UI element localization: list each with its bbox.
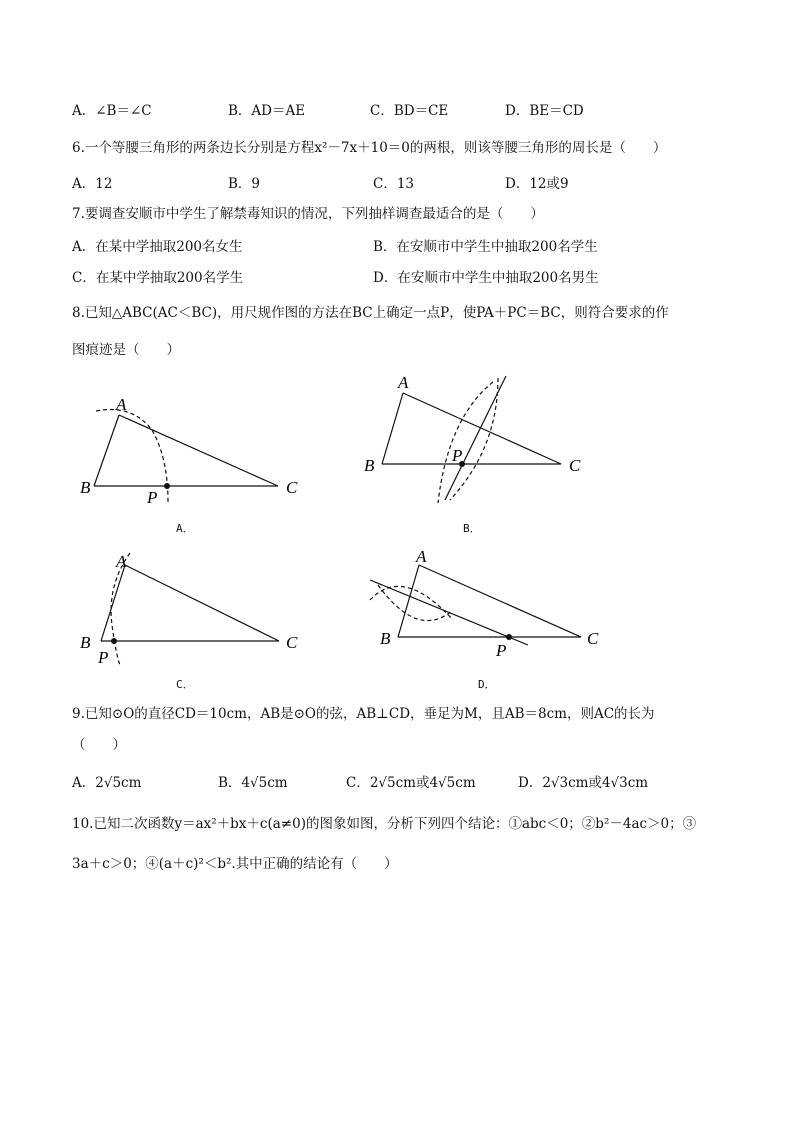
segment-ab xyxy=(382,393,403,464)
label-c: C xyxy=(569,456,581,475)
q8-stem-line2: 图痕迹是（ ） xyxy=(72,342,180,358)
figure-d xyxy=(358,545,618,670)
figure-b xyxy=(358,368,618,508)
construction-arc-left xyxy=(438,382,493,503)
q9-option-a: A．2√5cm xyxy=(72,775,142,791)
label-b: B xyxy=(80,633,91,652)
figure-b-caption: B． xyxy=(463,522,481,535)
label-b: B xyxy=(380,629,391,648)
q10-stem-line2: 3a＋c＞0；④(a＋c)²＜b².其中正确的结论有（ ） xyxy=(72,856,398,872)
label-c: C xyxy=(286,478,298,497)
segment-ab xyxy=(94,415,119,486)
q9-stem-line1: 9.已知⊙O的直径CD＝10cm，AB是⊙O的弦，AB⊥CD，垂足为M，且AB＝8cm，则AC的长为 xyxy=(72,706,655,722)
q7-option-d: D．在安顺市中学生中抽取200名男生 xyxy=(373,270,599,286)
q6-stem: 6.一个等腰三角形的两条边长分别是方程x²－7x＋10＝0的两根，则该等腰三角形的周长是（ ） xyxy=(72,140,667,156)
figure-c xyxy=(72,545,312,670)
q5-option-b: B．AD＝AE xyxy=(228,103,306,119)
segment-ac xyxy=(119,415,278,486)
q6-option-c: C．13 xyxy=(373,176,415,192)
label-a: A xyxy=(416,547,427,566)
segment-ab xyxy=(398,565,419,637)
label-p: P xyxy=(452,446,463,465)
label-c: C xyxy=(286,633,298,652)
q8-stem-line1: 8.已知△ABC(AC＜BC)，用尺规作图的方法在BC上确定一点P，使PA＋PC＝BC，则符合要求的作 xyxy=(72,305,669,321)
label-a: A xyxy=(116,552,127,571)
label-p: P xyxy=(147,488,158,507)
point-p xyxy=(506,634,512,640)
figure-d-caption: D． xyxy=(478,678,496,691)
segment-ac xyxy=(419,565,581,637)
point-p xyxy=(111,638,117,644)
label-p: P xyxy=(98,648,109,667)
q9-stem-line2: （ ） xyxy=(72,737,126,753)
label-b: B xyxy=(364,456,375,475)
q9-option-c: C．2√5cm或4√5cm xyxy=(346,775,476,791)
q5-option-a: A．∠B＝∠C xyxy=(72,103,152,119)
q5-option-c: C．BD＝CE xyxy=(370,103,449,119)
q9-option-d: D．2√3cm或4√3cm xyxy=(518,775,649,791)
construction-arc-right xyxy=(450,378,498,500)
point-p xyxy=(164,483,170,489)
q7-option-b: B．在安顺市中学生中抽取200名学生 xyxy=(373,239,598,255)
label-p: P xyxy=(496,641,507,660)
figure-a-caption: A． xyxy=(176,522,194,535)
q10-stem-line1: 10.已知二次函数y＝ax²＋bx＋c(a≠0)的图象如图，分析下列四个结论：①abc＜0；②b²－4ac＞0；③ xyxy=(72,816,697,832)
q5-option-d: D．BE＝CD xyxy=(505,103,584,119)
label-a: A xyxy=(116,395,127,414)
figure-a xyxy=(72,390,312,515)
label-c: C xyxy=(587,629,599,648)
label-b: B xyxy=(80,478,91,497)
q6-option-a: A．12 xyxy=(72,176,113,192)
q9-option-b: B．4√5cm xyxy=(218,775,288,791)
figure-c-caption: C． xyxy=(176,678,194,691)
q7-option-c: C．在某中学抽取200名学生 xyxy=(72,270,244,286)
q6-option-b: B．9 xyxy=(228,176,261,192)
q7-option-a: A．在某中学抽取200名女生 xyxy=(72,239,243,255)
segment-ac xyxy=(125,565,279,641)
q7-stem: 7.要调查安顺市中学生了解禁毒知识的情况，下列抽样调查最适合的是（ ） xyxy=(72,206,544,222)
q6-option-d: D．12或9 xyxy=(505,176,569,192)
label-a: A xyxy=(398,373,409,392)
